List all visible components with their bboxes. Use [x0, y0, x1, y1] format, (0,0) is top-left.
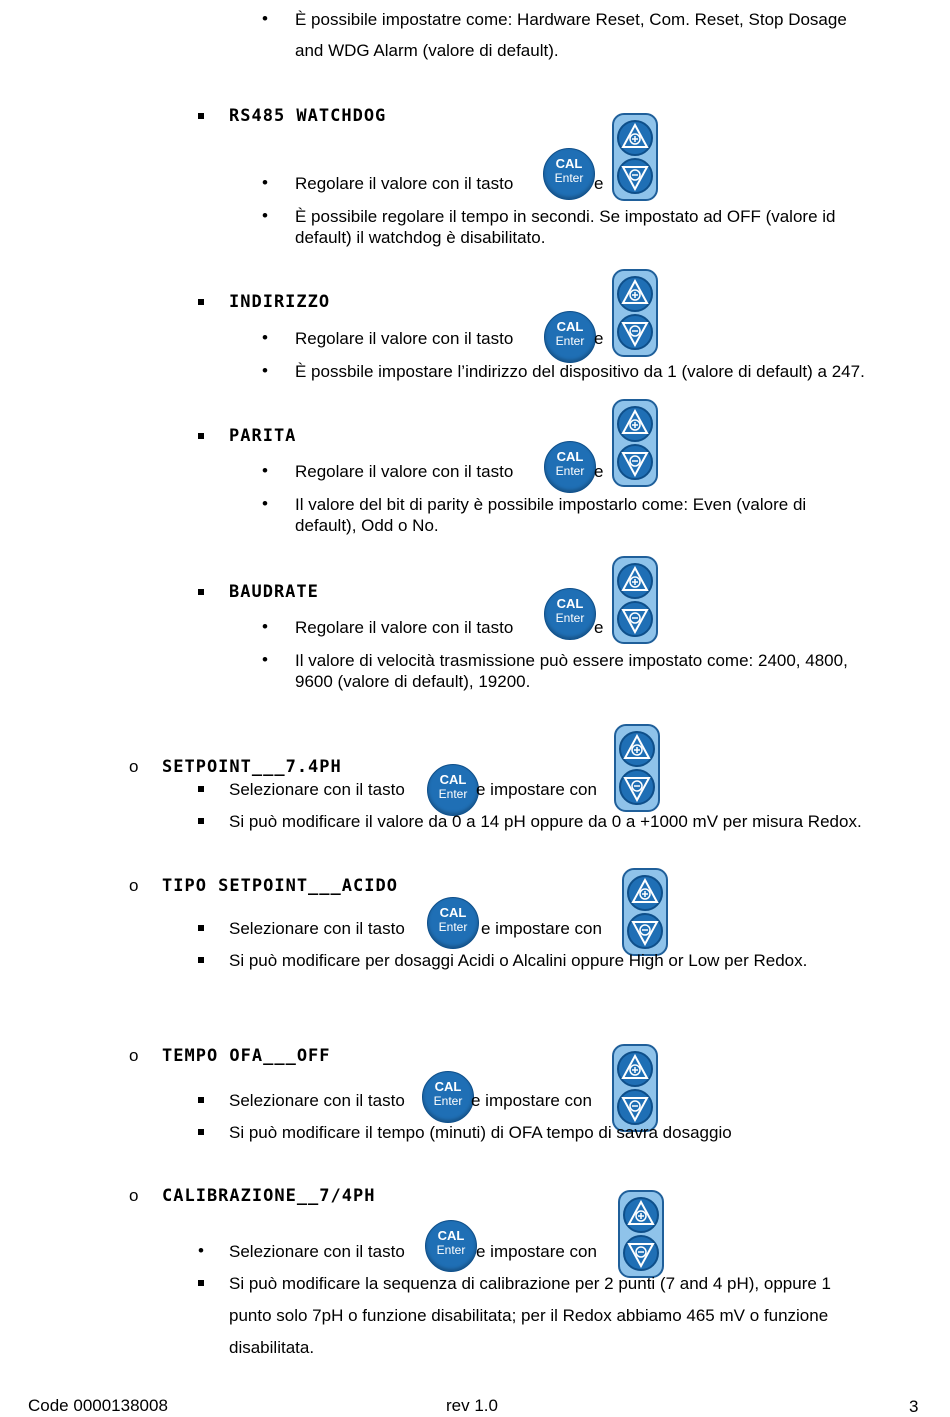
parita-desc-line-2: default), Odd o No.: [295, 516, 439, 535]
rs485-watchdog-title: RS485 WATCHDOG: [229, 106, 387, 126]
tempo-ofa-select-text: Selezionare con il tasto: [229, 1091, 405, 1110]
enter-label: Enter: [438, 920, 468, 934]
cal-enter-button-icon: [422, 1071, 474, 1123]
keypad-glyphs-icon: [614, 1046, 656, 1130]
tipo-setpoint-title: TIPO SETPOINT___ACIDO: [162, 876, 398, 896]
baudrate-title: BAUDRATE: [229, 582, 319, 602]
calibrazione-desc-line-1: Si può modificare la sequenza di calibrazione per 2 punti (7 and 4 pH), oppure 1: [229, 1274, 831, 1293]
enter-label: Enter: [555, 611, 585, 625]
up-down-keypad-icon: [612, 113, 658, 201]
up-down-keypad-icon: [612, 269, 658, 357]
baudrate-desc-line-2: 9600 (valore di default), 19200.: [295, 672, 531, 691]
bullet-dot: •: [262, 650, 268, 669]
indirizzo-desc-line-1: È possbile impostare l’indirizzo del dispositivo da 1 (valore di default) a 247.: [295, 362, 865, 381]
parita-adjust-text: Regolare il valore con il tasto: [295, 462, 514, 481]
setpoint-select-text: Selezionare con il tasto: [229, 780, 405, 799]
cal-label: CAL: [556, 319, 584, 334]
cal-enter-button-icon: [543, 148, 595, 200]
enter-label: Enter: [554, 171, 584, 185]
circle-bullet: o: [129, 1186, 139, 1205]
setpoint-title: SETPOINT___7.4PH: [162, 757, 342, 777]
keypad-glyphs-icon: [614, 115, 656, 199]
indirizzo-title: INDIRIZZO: [229, 292, 331, 312]
parita-desc-line-1: Il valore del bit di parity è possibile impostarlo come: Even (valore di: [295, 495, 807, 514]
parita-adjust-suffix: e: [594, 462, 604, 481]
plus-icon: [632, 422, 638, 428]
bullet-dot: •: [198, 1241, 204, 1260]
keypad-glyphs-icon: [614, 401, 656, 485]
bullet-dot: •: [262, 461, 268, 480]
square-bullet: [198, 957, 204, 963]
bullet-dot: •: [262, 173, 268, 192]
keypad-glyphs-icon: [616, 726, 658, 810]
baudrate-adjust-text: Regolare il valore con il tasto: [295, 618, 514, 637]
keypad-glyphs-icon: [614, 558, 656, 642]
enter-label: Enter: [438, 787, 468, 801]
square-bullet: [198, 1280, 204, 1286]
square-bullet: [198, 818, 204, 824]
plus-icon: [632, 1067, 638, 1073]
calibrazione-select-text: Selezionare con il tasto: [229, 1242, 405, 1261]
up-down-keypad-icon: [612, 556, 658, 644]
plus-icon: [638, 1213, 644, 1219]
calibrazione-select-suffix: e impostare con: [476, 1242, 597, 1261]
plus-icon: [632, 579, 638, 585]
tempo-ofa-select-suffix: e impostare con: [471, 1091, 592, 1110]
keypad-glyphs-icon: [620, 1192, 662, 1276]
square-bullet: [198, 1129, 204, 1135]
cal-label: CAL: [437, 1228, 465, 1243]
footer-rev: rev 1.0: [446, 1396, 498, 1415]
bullet-dot: •: [262, 328, 268, 347]
keypad-glyphs-icon: [614, 271, 656, 355]
square-bullet: [198, 925, 204, 931]
square-bullet: [198, 299, 204, 305]
rs485-adjust-text: Regolare il valore con il tasto: [295, 174, 514, 193]
parita-title: PARITA: [229, 426, 297, 446]
cal-enter-button-icon: [544, 588, 596, 640]
circle-bullet: o: [129, 1046, 139, 1065]
rs485-desc-line-2: default) il watchdog è disabilitato.: [295, 228, 546, 247]
footer-page-number: 3: [909, 1397, 919, 1416]
circle-bullet: o: [129, 757, 139, 776]
calibrazione-title: CALIBRAZIONE__7/4PH: [162, 1186, 376, 1206]
cal-label: CAL: [439, 905, 467, 920]
up-down-keypad-icon: [612, 1044, 658, 1132]
bullet-dot: •: [262, 361, 268, 380]
calibrazione-desc-line-2: punto solo 7pH o funzione disabilitata; per il Redox abbiamo 465 mV o funzione: [229, 1306, 829, 1325]
circle-bullet: o: [129, 876, 139, 895]
footer-code: Code 0000138008: [28, 1396, 168, 1415]
cal-enter-button-icon: [425, 1220, 477, 1272]
baudrate-adjust-suffix: e: [594, 618, 604, 637]
square-bullet: [198, 589, 204, 595]
square-bullet: [198, 113, 204, 119]
intro-line-2: and WDG Alarm (valore di default).: [295, 41, 559, 60]
tipo-setpoint-select-suffix: e impostare con: [481, 919, 602, 938]
bullet-dot: •: [262, 9, 268, 28]
indirizzo-adjust-text: Regolare il valore con il tasto: [295, 329, 514, 348]
intro-line-1: È possibile impostatre come: Hardware Reset, Com. Reset, Stop Dosage: [295, 10, 847, 29]
tipo-setpoint-select-text: Selezionare con il tasto: [229, 919, 405, 938]
up-down-keypad-icon: [618, 1190, 664, 1278]
cal-enter-button-icon: [427, 764, 479, 816]
enter-label: Enter: [433, 1094, 463, 1108]
calibrazione-desc-line-3: disabilitata.: [229, 1338, 315, 1357]
plus-icon: [632, 136, 638, 142]
cal-label: CAL: [555, 156, 583, 171]
rs485-adjust-suffix: e: [594, 174, 604, 193]
cal-enter-button-icon: [544, 441, 596, 493]
indirizzo-adjust-suffix: e: [594, 329, 604, 348]
bullet-dot: •: [262, 206, 268, 225]
enter-label: Enter: [555, 334, 585, 348]
up-down-keypad-icon: [622, 868, 668, 956]
setpoint-select-suffix: e impostare con: [476, 780, 597, 799]
cal-label: CAL: [556, 449, 584, 464]
plus-icon: [642, 891, 648, 897]
up-down-keypad-icon: [612, 399, 658, 487]
tipo-setpoint-desc-line-1: Si può modificare per dosaggi Acidi o Alcalini oppure High or Low per Redox.: [229, 951, 808, 970]
enter-label: Enter: [436, 1243, 466, 1257]
setpoint-desc-line-1: Si può modificare il valore da 0 a 14 pH oppure da 0 a +1000 mV per misura Redox.: [229, 812, 862, 831]
plus-icon: [632, 292, 638, 298]
enter-label: Enter: [555, 464, 585, 478]
bullet-dot: •: [262, 494, 268, 513]
cal-label: CAL: [434, 1079, 462, 1094]
cal-label: CAL: [439, 772, 467, 787]
cal-enter-button-icon: [427, 897, 479, 949]
keypad-glyphs-icon: [624, 870, 666, 954]
tempo-ofa-desc-line-1: Si può modificare il tempo (minuti) di OFA tempo di savra dosaggio: [229, 1123, 732, 1142]
cal-label: CAL: [556, 596, 584, 611]
square-bullet: [198, 786, 204, 792]
bullet-dot: •: [262, 617, 268, 636]
plus-icon: [634, 747, 640, 753]
square-bullet: [198, 433, 204, 439]
baudrate-desc-line-1: Il valore di velocità trasmissione può essere impostato come: 2400, 4800,: [295, 651, 848, 670]
tempo-ofa-title: TEMPO OFA___OFF: [162, 1046, 331, 1066]
cal-enter-button-icon: [544, 311, 596, 363]
up-down-keypad-icon: [614, 724, 660, 812]
rs485-desc-line-1: È possibile regolare il tempo in secondi. Se impostato ad OFF (valore id: [295, 207, 836, 226]
square-bullet: [198, 1097, 204, 1103]
